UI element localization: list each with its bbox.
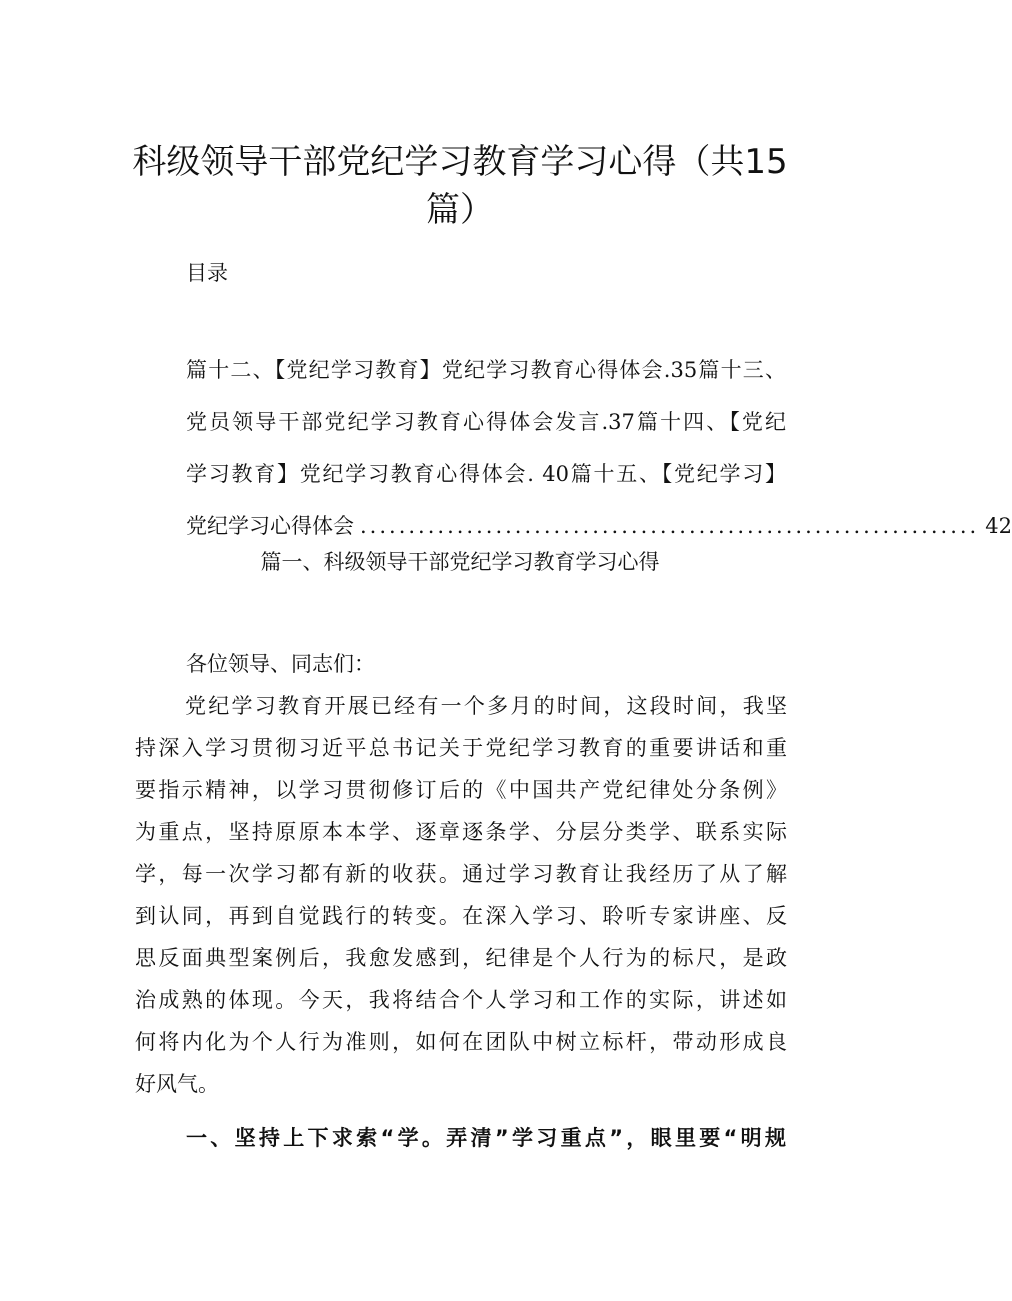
body-line: 为重点，坚持原原本本学、逐章逐条学、分层分类学、联系实际 [135, 820, 787, 844]
toc-leader-dots: ................................................................ [360, 514, 980, 538]
section-heading: 篇一、科级领导干部党纪学习教育学习心得 [260, 550, 660, 574]
table-of-contents [186, 350, 1012, 558]
body-line: 好风气。 [135, 1072, 219, 1096]
body-line: 学，每一次学习都有新的收获。通过学习教育让我经历了从了解 [135, 862, 787, 886]
body-line: 党纪学习教育开展已经有一个多月的时间，这段时间，我坚 [185, 694, 787, 718]
document-title-line-2: 篇） [426, 190, 494, 230]
toc-line: 学习教育】党纪学习教育心得体会. 40篇十五、【党纪学习】 [186, 462, 786, 486]
toc-line: 篇十二、【党纪学习教育】党纪学习教育心得体会.35篇十三、 [186, 358, 786, 382]
toc-label: 目录 [186, 261, 228, 285]
body-line: 持深入学习贯彻习近平总书记关于党纪学习教育的重要讲话和重 [135, 736, 787, 760]
toc-entry-text: 党纪学习心得体会 [186, 514, 354, 538]
document-title-line-1: 科级领导干部党纪学习教育学习心得（共15 [132, 142, 788, 182]
body-paragraph [135, 688, 787, 1108]
toc-page-number: 42 [985, 514, 1012, 538]
body-line: 到认同，再到自觉践行的转变。在深入学习、聆听专家讲座、反 [135, 904, 787, 928]
body-line: 思反面典型案例后，我愈发感到，纪律是个人行为的标尺，是政 [135, 946, 787, 970]
salutation: 各位领导、同志们： [186, 652, 375, 676]
toc-line: 党员领导干部党纪学习教育心得体会发言.37篇十四、【党纪 [186, 410, 786, 434]
subheading: 一、坚持上下求索“学。弄清”学习重点”，眼里要“明规 [186, 1126, 786, 1150]
body-line: 要指示精神，以学习贯彻修订后的《中国共产党纪律处分条例》 [135, 778, 787, 802]
body-line: 治成熟的体现。今天，我将结合个人学习和工作的实际，讲述如 [135, 988, 787, 1012]
body-line: 何将内化为个人行为准则，如何在团队中树立标杆，带动形成良 [135, 1030, 787, 1054]
